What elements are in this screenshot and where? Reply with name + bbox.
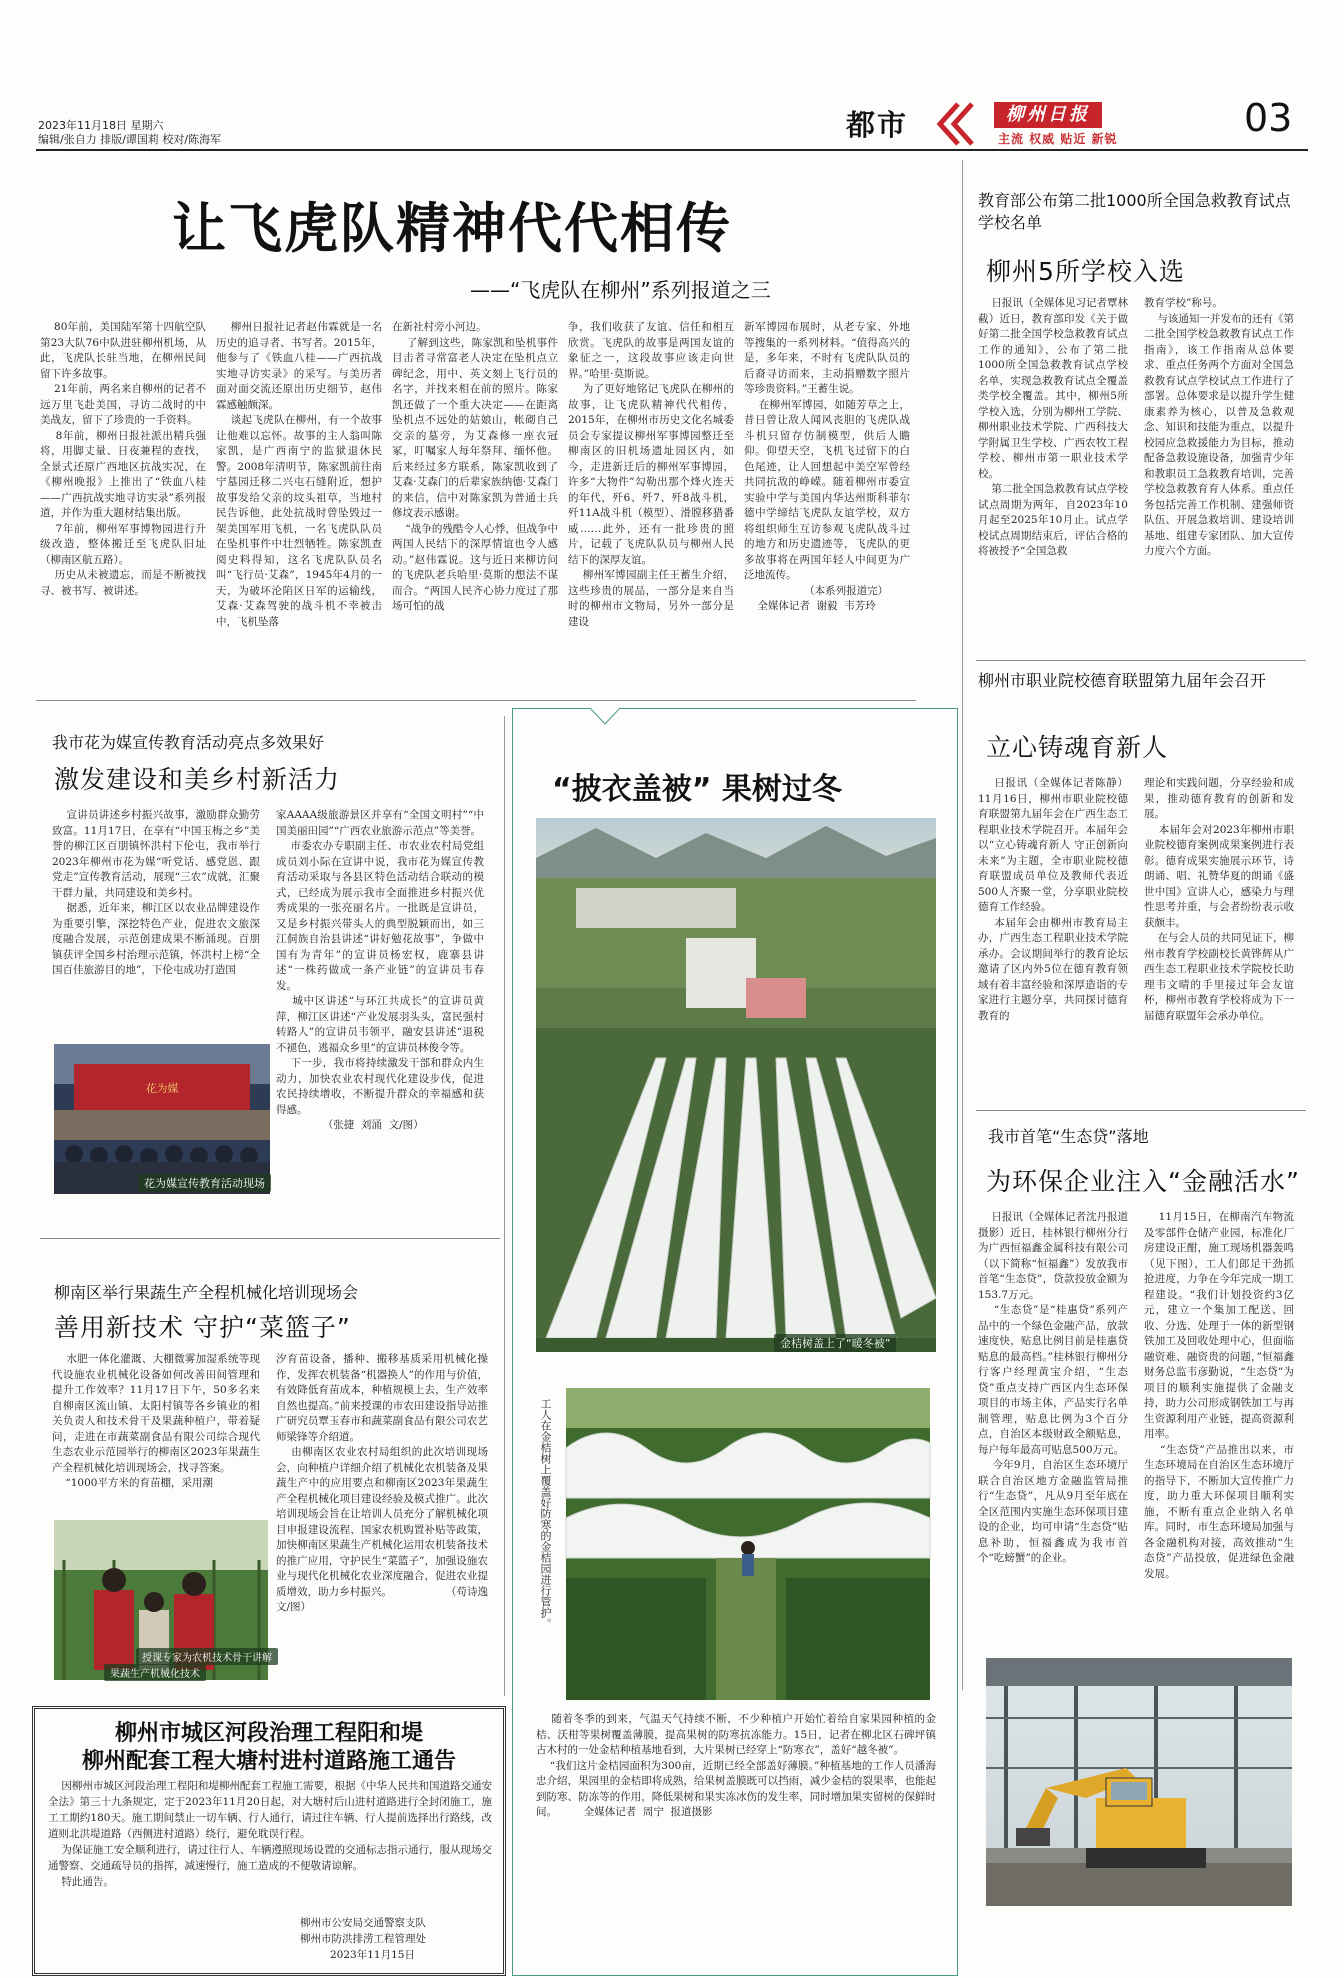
liunan-photo-caption-1: 授课专家为农机技术骨干讲解 <box>136 1648 278 1665</box>
notice-title-2: 柳州配套工程大塘村进村道路施工通告 <box>81 1748 456 1774</box>
voc-bottom-rule <box>976 1110 1306 1111</box>
huamei-photo-caption: 花为媒宣传教育活动现场 <box>138 1174 271 1192</box>
loan-headline: 为环保企业注入“金融活水” <box>986 1167 1300 1196</box>
section-label: 都市 <box>846 108 909 142</box>
notice-sign-1: 柳州市公安局交通警察支队 <box>300 1917 426 1929</box>
huamei-photo <box>54 1044 270 1194</box>
huamei-kicker: 我市花为媒宣传教育活动亮点多效果好 <box>52 733 325 752</box>
voc-col-1: 日报讯（全媒体记者陈静）11月16日，柳州市职业院校德育联盟第九届年会在广西生态工程职业技术学院召开。本届年会以“立心铸魂育新人 守正创新向未来”为主题，全市职业院校德育联盟成员单位及教师代表近500人齐聚一堂，分享职业院校德育工作经验。 本届年会由柳州市教育局主办，广西生态工程职业技术学院承办。会议期间举行的教育论坛邀请了区内外5位在德育教育领域有着丰富经验和深厚造诣的专家进行主题分享，共同探讨德育教育的 <box>978 777 1129 1022</box>
edu-headline: 柳州5所学校入选 <box>986 257 1185 286</box>
lead-subheadline: ——“飞虎队在柳州”系列报道之三 <box>470 278 771 302</box>
voc-headline: 立心铸魂育新人 <box>986 733 1169 762</box>
column-divider-right <box>962 160 963 1690</box>
lead-headline: 让飞虎队精神代代相传 <box>172 196 732 260</box>
page-number: 03 <box>1244 96 1293 140</box>
notice-sign-date: 2023年11月15日 <box>330 1949 415 1961</box>
loan-col-1: 日报讯（全媒体记者沈丹报道摄影）近日，桂林银行柳州分行为广西恒福鑫金属科技有限公司（以下简称“恒福鑫”）发放我市首笔“生态贷”，贷款投放金额为153.7万元。 “生态贷”是“桂惠贷”系列产品中的一个绿色金融产品，放款速度快，贴息比例目前是桂惠贷贴息的最高档。”桂林银行柳州分行客户经理黄宝介绍，“生态贷”重点支持广西区内生态环保项目的市场主体，产品实行名单制管理，贴息比例为3个百分点，自治区本级财政全额贴息，每户每年最高可贴息500万元。 今年9月，自治区生态环境厅联合自治区地方金融监管局推行“生态贷”，凡从9月至年底在全区范围内实施生态环保项目建设的企业，均可申请“生态贷”贴息补助，恒福鑫成为我市首个“吃螃蟹”的企业。 <box>978 1211 1128 1564</box>
paper-slogan: 主流 权威 贴近 新锐 <box>998 132 1118 146</box>
loan-kicker: 我市首笔“生态贷”落地 <box>988 1127 1149 1146</box>
masthead-date: 2023年11月18日 星期六 <box>38 119 164 132</box>
feature-photo2-caption: 工人在金桔树上覆盖好防寒的金桔园进行管护。 <box>539 1398 552 1629</box>
svg-text:花为媒: 花为媒 <box>145 1082 179 1095</box>
voc-col-2: 理论和实践问题，分享经验和成果，推动德育教育的创新和发展。 本届年会对2023年柳州市职业院校德育案例成果案例进行表彰。德育成果实施展示环节，诗朗诵、唱、礼赞华夏的朗诵《盛世中国》宣讲人心，感染力与理性思考并重，与会者纷纷表示收获颇丰。 在与会人员的共同见证下，柳州市教育学校副校长黄铧辉从广西生态工程职业技术学院校长助理韦文晴的手里接过年会友谊杯，柳州市教育学校将成为下一届德育联盟年会承办单位。 <box>1144 777 1294 1022</box>
feature-headline: “披衣盖被” 果树过冬 <box>552 772 842 807</box>
liunan-headline: 善用新技术 守护“菜篮子” <box>54 1313 351 1342</box>
left-col-divider <box>504 716 505 1696</box>
loan-col-2: 11月15日，在柳南汽车物流及零部件仓储产业园，标准化厂房建设正酣，施工现场机器轰鸣（见下图），工人们郎足干劲抓抢进度，力争在今年完成一期工程建设。“我们计划投资约3亿元，建立一个集加工配送、回收、分选、处理于一体的新型钢铁加工及回收处理中心，但面临融资难、融资贵的问题，”恒福鑫财务总监韦彦勤说，“生态贷”为项目的顺利实施提供了金融支持，助力公司形成钢铁加工与再生资源利用产业链，提高资源利用率。 “生态贷”产品推出以来，市生态环境局在自治区生态环境厅的指导下，不断加大宣传推广力度，助力重大环保项目顺利实施，不断有重点企业纳入名单库。同时，市生态环境局加强与各金融机构对接，高效推动“生态贷”产品投放，促进绿色金融发展。 <box>1144 1211 1294 1580</box>
huamei-headline: 激发建设和美乡村新活力 <box>54 765 341 794</box>
edu-kicker: 教育部公布第二批1000所全国急救教育试点学校名单 <box>978 191 1291 232</box>
edu-bottom-rule <box>976 660 1306 661</box>
masthead-editors: 编辑/张自力 排版/谭国莉 校对/陈海军 <box>38 133 222 146</box>
liunan-kicker: 柳南区举行果蔬生产全程机械化培训现场会 <box>54 1283 359 1302</box>
notice-sign-2: 柳州市防洪排涝工程管理处 <box>300 1933 426 1945</box>
feature-photo-orchard <box>536 818 936 1352</box>
feature-photo-workers <box>566 1388 930 1700</box>
edu-col-2: 教育学校”称号。 与该通知一并发布的还有《第二批全国学校急救教育试点工作指南》，该工作指南从总体要求、重点任务两个方面对全国急救教育试点学校试点工作进行了部署。总体要求是以提升学生健康素养为核心，以普及急救观念、知识和技能为重点，以提升校园应急救援能力为目标，推动配备急救设施设备，加强青少年和教职员工急救教育培训，完善学校急救教育育人体系。重点任务包括完善工作机制、建强师资队伍、开展急救培训、建设培训基地、组建专家团队、加大宣传力度六个方面。 <box>1144 297 1294 557</box>
lead-col-4: 争，我们收获了友谊、信任和相互欣赏。飞虎队的故事是两国友谊的象征之一，这段故事应该走向世界。”哈里·莫斯说。 为了更好地铭记飞虎队在柳州的故事，让飞虎队精神代代相传，2015年，在柳州市历史文化名城委员会专家提议柳州军事博园整迁至柳南区的旧机场遗址园区内，如今，走进新迁后的柳州军事博园，许多“大物件”勾勒出那个烽火连天的年代，歼6、歼7、歼8战斗机，歼11A战斗机（模型）、滑膛移猎番威……此外，还有一批珍贵的照片，记载了飞虎队队员与柳州人民结下的深厚友谊。 柳州军博园副主任王蓄生介绍，这些珍贵的展品，一部分是来自当时的柳州市文物局，另外一部分是建设 <box>568 321 735 628</box>
feature-photo1-caption: 金桔树盖上了“暖冬被” <box>774 1334 896 1352</box>
section-chevron-icon <box>928 98 980 150</box>
feature-frame-notch <box>590 708 620 726</box>
liunan-col-1: 水肥一体化灌溉、大棚微雾加湿系统等现代设施农业机械化设备如何改善田间管理和提升工作效率？11月17日下午，50多名来自柳南区流山镇、太阳村镇等各乡镇业的相关负责人和技术骨干及果蔬种植户，带着疑问，走进在市蔬菜副食品有限公司综合现代生态农业示范园举行的柳南区2023年果蔬生产全程机械化培训现场会，找寻答案。 “1000平方米的育苗棚，采用潮 <box>52 1353 261 1489</box>
voc-kicker: 柳州市职业院校德育联盟第九届年会召开 <box>978 671 1267 690</box>
notice-title-1: 柳州市城区河段治理工程阳和堤 <box>114 1720 423 1746</box>
lead-col-3: 在新社村旁小河边。 了解到这些，陈家凯和坠机事件目击者寻常富老人决定在坠机点立碑纪念，用中、英文刻上飞行员的名字，并找来相在前的照片。陈家凯还做了一个重大决定——在距离坠机点不远处的姑娘山，帐砌自己交亲的墓旁，为艾森修一座衣冠冢，叮嘱家人每年祭拜、缅怀他。后来经过多方联系，陈家凯收到了艾森·艾森门的后辈家族纳德·艾森门的来信，信中对陈家凯为普通士兵修坟表示感谢。 “战争的残酷令人心悸，但战争中两国人民结下的深厚情谊也令人感动。”赵伟霖说。这与近日来柳访问的飞虎队老兵哈里·莫斯的想法不谋而合。“两国人民齐心协力度过了那场可怕的战 <box>392 321 559 612</box>
feature-body: 随着冬季的到来，气温天气持续不断，不少种植户开始忙着给自家果园种植的金桔、沃柑等果树覆盖薄膜，提高果树的防寒抗冻能力。15日，记者在柳北区石碑坪镇古木村的一处金桔种植基地看到，大片果树已经穿上“防寒衣”，盖好“越冬被”。 “我们这片金桔园面积为300亩，近期已经全部盖好薄膜。”种植基地的工作人员潘海忠介绍，果园里的金桔即将成熟，给果树盖膜既可以挡雨，减少金桔的裂果率，也能起到防寒、防冻等的作用，降低果树和果实冻冰伤的发生率，同时增加果实留树的保鲜时间。 全媒体记者 周宁 报道摄影 <box>536 1713 936 1818</box>
huamei-bottom-rule <box>40 1238 500 1239</box>
lead-col-1: 80年前，美国陆军第十四航空队第23大队76中队进驻柳州机场，从此，飞虎队长驻当地，在柳州民间留下许多故事。 21年前，两名来自柳州的记者不远万里飞赴美国，寻访二战时的中美战友，留下了珍贵的一手资料。 8年前，柳州日报社派出精兵强将，用脚丈量、日夜兼程的查找，全景式还原广西地区抗战实况，在《柳州晚报》上推出了“铁血八桂——广西抗战实地寻访实录”系列报道，并作为重大题材结集出版。 7年前，柳州军事博物园进行升级改造，整体搬迁至飞虎队旧址（柳南区航五路）。 历史从未被遗忘，而是不断被找寻、被书写、被讲述。 <box>40 321 207 597</box>
huamei-col-1: 宣讲员讲述乡村振兴故事，激励群众勤劳致富。11月17日，在享有“中国玉梅之乡”美誉的柳江区百朋镇怀洪村下伦屯，我市举行2023年柳州市花为媒“听党话、感党恩、跟党走”宣传教育活动，展现“三农”成就，汇聚干群力量，共同建设和美乡村。 据悉，近年来，柳江区以农业品牌建设作为重要引擎，深挖特色产业，促进农文旅深度融合发展，示范创建成果不断涌现。百朋镇获评全国乡村治理示范镇，怀洪村上榜“全国百佳旅游目的地”，下伦屯成功打造国 <box>52 809 261 976</box>
edu-col-1: 日报讯（全媒体见习记者覃林截）近日，教育部印发《关于做好第二批全国学校急救教育试点工作的通知》，公布了第二批1000所全国急救教育试点学校名单，实现急救教育试点全覆盖类学校全覆盖。其中，柳州5所学校入选，分别为柳州工学院、柳州职业技术学院、广西科技大学附属卫生学校、广西农牧工程学校、柳州市第一职业技术学校。 第二批全国急救教育试点学校试点周期为两年，自2023年10月起至2025年10月止。试点学校试点周期结束后，评估合格的将被授予“全国急救 <box>978 297 1128 557</box>
masthead-rule <box>36 149 1308 151</box>
lead-bottom-rule <box>36 700 916 701</box>
paper-logo: 柳州日报 <box>994 102 1102 128</box>
liunan-col-2: 汐育苗设备，播种、搬移基质采用机械化操作，发挥农机装备“机器换人”的作用与价值，有效降低育苗成本，种植规模上去，生产效率自然也提高。”前来授课的市农田建设指导站推广研究员覃玉春市和蔬菜副食品有限公司农艺师梁锋等介绍道。 由柳南区农业农村局组织的此次培训现场会，向种植户详细介绍了机械化农机装备及果蔬生产中的应用要点和柳南区2023年果蔬生产全程机械化项目建设经验及模式推广。此次培训现场会旨在让培训人员充分了解机械化项目申报建设流程、国家农机购置补贴等政策，加快柳南区果蔬生产机械化运用农机装备技术的推广应用，守护民生“菜篮子”，加强设施农业与现代化机械化农业深度融合，促进农业提质增效，助力乡村振兴。 （苟诗逸 文/图） <box>276 1353 488 1613</box>
construction-photo <box>986 1658 1292 1906</box>
lead-col-2: 柳州日报社记者赵伟霖就是一名历史的追寻者、书写者。2015年，他参与了《铁血八桂——广西抗战实地寻访实录》的采写。与美历者面对面交流还原出历史细节，赵伟霖感触颇深。 谈起飞虎队在柳州，有一个故事让他难以忘怀。故事的主人翁叫陈家凯，是广西南宁的监狱退休民警。2008年清明节，陈家凯前往南宁墓园迁移二兴屯石缝附近，想护故事发给父亲的坟头祖草，当地村民告诉他，此处抗战时曾坠毁过一架美国军用飞机，一名飞虎队队员在坠机事件中壮烈牺牲。陈家凯查阅史料得知，这名飞虎队队员名叫“飞行员·艾森”，1945年4月的一天，为破坏沦陷区日军的运输线，艾森·艾森驾驶的战斗机不幸被击中，飞机坠落 <box>216 321 383 628</box>
liunan-photo-caption-2: 果蔬生产机械化技术 <box>104 1664 206 1681</box>
huamei-col-2: 家AAAA级旅游景区并享有“全国文明村”“中国美丽田园”“广西农业旅游示范点”等美誉。 市委农办专职副主任、市农业农村局党组成员刘小际在宣讲中说，我市花为媒宣传教育活动采取与各县区特色活动结合联动的模式，已经成为展示我市全面推进乡村振兴优秀成果的一张亮丽名片。一批既是宣讲员，又是乡村振兴带头人的典型脱颖而出，如三江侗族自治县讲述“讲好勉花故事”，争做中国有为青年”的宣讲员杨宏权，鹿寨县讲述“一株药做成一条产业链”的宣讲员韦春发。 城中区讲述“与环江共成长”的宣讲员黄萍，柳江区讲述“产业发展羽头头，富民强村转路人”的宣讲员韦领平，融安县讲述“退税不褪色，逃福众乡里”的宣讲员林俊令等。 下一步，我市将持续激发干部和群众内生动力，加快农业农村现代化建设步伐，促进农民持续增收，不断提升群众的幸福感和获得感。 （张捷 刘涌 文/图） <box>276 809 485 1131</box>
lead-col-5: 新军博园布展时，从老专家、外地等搜集的一系列材料。“值得高兴的是，多年来，不时有飞虎队队员的后裔寻访而来，主动捐赠数字照片等珍贵资料。”王蓄生说。 在柳州军博园，如随芳草之上，昔日曾让敌人闻风丧胆的飞虎队战斗机只留存仿制模型，供后人瞻仰。仰望天空，飞机飞过留下的白色尾迹，让人回想起中美空军曾经共同抗敌的峥嵘。随着柳州市委宣实验中学与美国内华达州斯科菲尔德中学缔结飞虎队友谊学校，双方将组织师生互访参观飞虎队战斗过的地方和历史遗迹等，飞虎队的更多故事将在两国年轻人中间更为广泛地流传。 （本系列报道完） 全媒体记者 谢毅 韦芳玲 <box>744 321 911 612</box>
notice-body: 因柳州市城区河段治理工程阳和堤柳州配套工程施工需要，根据《中华人民共和国道路交通安全法》第三十九条规定，定于2023年11月20日起，对大塘村后山进村道路进行全封闭施工，施工工期约180天。施工期间禁止一切车辆、行人通行，请过往车辆、行人提前选择出行路线，改道则北洪堤道路（西侧进村道路）绕行，避免耽误行程。 为保证施工安全顺利进行，请过往行人、车辆遵照现场设置的交通标志指示通行，服从现场交通警察、交通疏导员的指挥，减速慢行，施工造成的不便敬请谅解。 特此通告。 <box>48 1780 493 1888</box>
